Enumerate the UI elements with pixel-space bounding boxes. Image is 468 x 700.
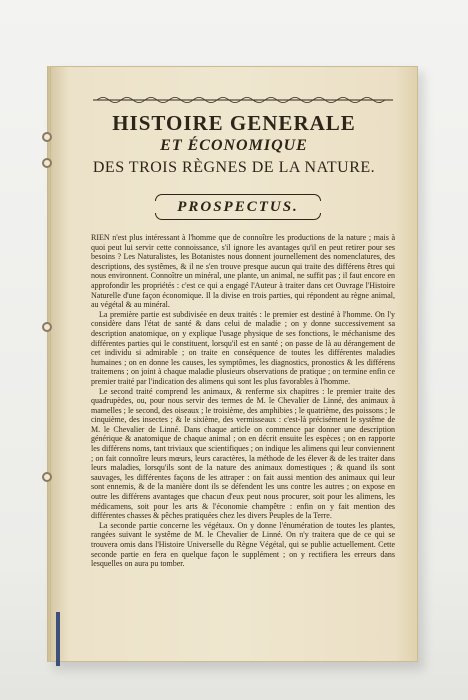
paragraph: RIEN n'est plus intéressant à l'homme que de connoître les productions de la nature ; mais à quoi peut lui servir cette connoissance, s'il ignore les avantages qu'il en peut retirer pour ses besoins ? Les Naturalistes, les Botanistes nous donnent journellement des nomenclatures, des descriptions, des systêmes, & il ne s'en trouve presque aucun qui traite des différens êtres qui nous environnent. Connoître un minéral, une plante, un animal, ne suffit pas ; il faut encore en approfondir les propriétés : c'est ce qui a engagé l'Auteur à traiter dans cet Ouvrage l'Histoire Naturelle d'une façon économique. Il la divise en trois parties, qui répondent au règne animal, au végétal & au minéral. (91, 233, 395, 310)
stitch-hole-icon (42, 132, 52, 142)
title-line-1: HISTOIRE GENERALE (112, 111, 356, 135)
cover-edge (56, 612, 60, 666)
title-line-2: ET ÉCONOMIQUE (160, 137, 308, 154)
paragraph: La seconde partie concerne les végétaux. On y donne l'énumération de toutes les plantes, rangées suivant le systême de M. le Chevalier de Linné. On n'y traitera que de ce qui se trouvera omis dans l'Histoire Universelle du Règne Végétal, qui se publie actuellement. Cette seconde partie en fera en quelque façon le supplément ; on y rectifiera les erreurs dans lesquelles on aura pu tomber. (91, 520, 395, 569)
title-line-3: DES TROIS RÈGNES DE LA NATURE. (92, 159, 376, 176)
prospectus-heading-text: PROSPECTUS. (177, 199, 299, 215)
stitch-hole-icon (42, 322, 52, 332)
prospectus-heading (155, 194, 321, 220)
document-page (50, 66, 418, 662)
stitch-hole-icon (42, 472, 52, 482)
stitch-hole-icon (42, 158, 52, 168)
paragraph: La première partie est subdivisée en deux traités : le premier est destiné à l'homme. On l'y considère dans l'état de santé & dans celui de maladie ; on y donne successivement sa description anatomique, on y explique l'usage physique de ses fonctions, le méchanisme des différentes parties qui le constituent, lorsqu'il est en santé ; on passe de là au dérangement de cet individu si admirable ; on traite en conséquence de toutes les différentes maladies humaines ; on en donne les causes, les symptômes, les diagnostics, pronostics & les différens traitemens ; on joint à chaque maladie plusieurs observations de pratique ; on termine enfin ce premier traité par l'indication des alimens qui sont les plus favorables à l'homme. (91, 309, 395, 386)
body-text (91, 233, 395, 569)
paragraph: Le second traité comprend les animaux, & renferme six chapitres : le premier traite des quadrupèdes, ou, pour nous servir des termes de M. le Chevalier de Linné, des animaux à mamelles ; le second, des oiseaux ; le troisième, des amphibies ; le quatrième, des poissons ; le cinquième, des insectes ; & le sixième, des vermisseaux : c'est-là précisément le systême de M. le Chevalier de Linné. Dans chaque article on commence par donner une description générique & anatomique de chaque animal ; on en décrit ensuite les espèces ; on en rapporte les différens noms, tant triviaux que scientifiques ; on indique les alimens qui leur conviennent ; on fait connoître leurs mœurs, leurs caractères, la méthode de les élever & de les traiter dans leurs maladies, lorsqu'ils sont de la nature des animaux domestiques ; & quand ils sont sauvages, les différentes façons de les attraper : on fait aussi mention des animaux qui leur sont ennemis, & de la manière dont ils se défendent les uns contre les autres ; on expose en outre les différens avantages que chacun d'eux peut nous procurer, soit pour les alimens, les médicamens, soit pour les arts & l'économie champêtre : enfin on y fait mention des différentes chasses & pêches pratiquées chez les divers Peuples de la Terre. (91, 386, 395, 521)
ornament-rule (93, 95, 393, 105)
